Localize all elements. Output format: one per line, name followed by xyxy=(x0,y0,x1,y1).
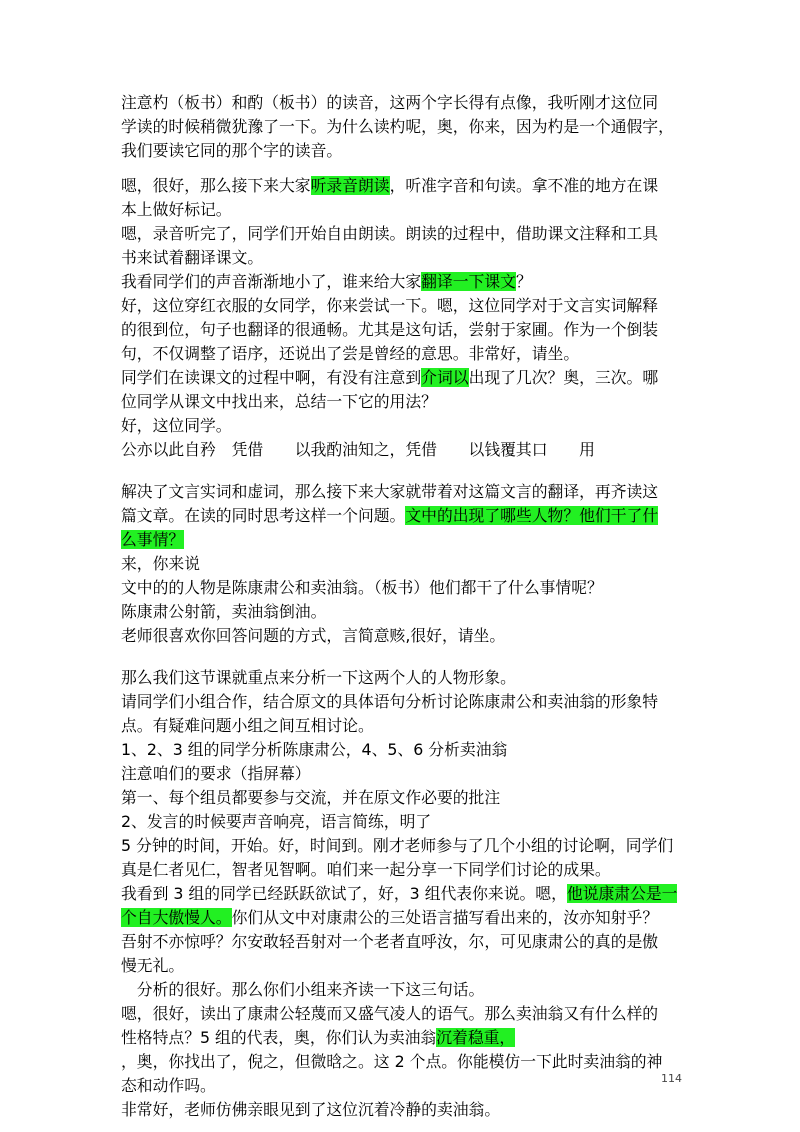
text-line: 那么我们这节课就重点来分析一下这两个人的人物形象。 xyxy=(121,668,516,687)
text-run: 我看到 3 组的同学已经跃跃欲试了，好，3 组代表你来说。嗯， xyxy=(121,884,567,903)
text-line: 位同学从课文中找出来，总结一下它的用法？ xyxy=(121,392,437,411)
text-run: 同学们在读课文的过程中啊，有没有注意到 xyxy=(121,368,422,387)
text-line xyxy=(121,367,658,389)
text-line: 老师很喜欢你回答问题的方式，言简意赅,很好，请坐。 xyxy=(121,626,506,645)
text-line: 注意杓（板书）和酌（板书）的读音，这两个字长得有点像，我听刚才这位同 xyxy=(121,93,659,112)
text-line: 文中的的人物是陈康肃公和卖油翁。（板书）他们都干了什么事情呢？ xyxy=(121,578,603,597)
text-line: 真是仁者见仁，智者见智啊。咱们来一起分享一下同学们讨论的成果。 xyxy=(121,860,611,879)
text-line: ，奥，你找出了，倪之，但微晗之。这 2 个点。你能模仿一下此时卖油翁的神 xyxy=(121,1052,663,1071)
text-run: 出现了几次？奥，三次。哪 xyxy=(468,368,659,387)
text-line: 学读的时候稍微犹豫了一下。为什么读杓呢，奥，你来，因为杓是一个通假字， xyxy=(121,117,674,136)
text-run: 性格特点？5 组的代表，奥，你们认为卖油翁 xyxy=(121,1028,437,1047)
highlighted-text: 他说康肃公是一 xyxy=(566,884,678,903)
text-line xyxy=(121,1027,515,1049)
text-line xyxy=(121,271,532,293)
text-line: 5 分钟的时间，开始。好，时间到。刚才老师参与了几个小组的讨论啊，同学们 xyxy=(121,836,674,855)
text-run: ？ xyxy=(515,272,532,291)
highlighted-text: 沉着稳重， xyxy=(436,1028,516,1047)
text-line: 注意咱们的要求（指屏幕） xyxy=(121,764,311,783)
text-line: 分析的很好。那么你们小组来齐读一下这三句话。 xyxy=(121,980,485,999)
text-line xyxy=(121,529,184,551)
text-line: 句，不仅调整了语序，还说出了尝是曾经的意思。非常好，请坐。 xyxy=(121,344,580,363)
text-line: 本上做好标记。 xyxy=(121,200,232,219)
text-line: 嗯，录音听完了，同学们开始自由朗读。朗读的过程中，借助课文注释和工具 xyxy=(121,224,659,243)
text-line: 请同学们小组合作，结合原文的具体语句分析讨论陈康肃公和卖油翁的形象特 xyxy=(121,692,659,711)
text-line: 陈康肃公射箭，卖油翁倒油。 xyxy=(121,602,327,621)
text-line: 解决了文言实词和虚词，那么接下来大家就带着对这篇文言的翻译，再齐读这 xyxy=(121,482,659,501)
text-run: 篇文章。在读的同时思考这样一个问题。 xyxy=(121,506,406,525)
text-line: 吾射不亦惊呼？尔安敢轻吾射对一个老者直呼汝，尔，可见康肃公的真的是傲 xyxy=(121,932,659,951)
text-line: 点。有疑难问题小组之间互相讨论。 xyxy=(121,716,374,735)
text-line: 的很到位，句子也翻译的很通畅。尤其是这句话，尝射于家圃。作为一个倒装 xyxy=(121,320,659,339)
text-line: 态和动作吗。 xyxy=(121,1076,216,1095)
text-line: 2、发言的时候要声音响亮，语言简练，明了 xyxy=(121,812,432,831)
text-line xyxy=(121,907,658,929)
highlighted-text: 个自大傲慢人。 xyxy=(121,908,232,927)
text-line: 非常好，老师仿佛亲眼见到了这位沉着冷静的卖油翁。 xyxy=(121,1100,501,1119)
text-line: 1、2、3 组的同学分析陈康肃公，4、5、6 分析卖油翁 xyxy=(121,740,508,759)
text-line: 书来试着翻译课文。 xyxy=(121,248,264,267)
text-line xyxy=(121,883,677,905)
text-line: 好，这位穿红衣服的女同学，你来尝试一下。嗯，这位同学对于文言实词解释 xyxy=(121,296,659,315)
text-line: 公亦以此自矜 凭借 以我酌油知之，凭借 以钱覆其口 用 xyxy=(121,440,595,459)
text-run: ，听准字音和句读。拿不准的地方在课 xyxy=(389,176,659,195)
text-line: 来，你来说 xyxy=(121,554,200,573)
text-line xyxy=(121,175,658,197)
text-line xyxy=(121,505,658,527)
highlighted-text: 翻译一下课文 xyxy=(421,272,516,291)
text-line: 我们要读它同的那个字的读音。 xyxy=(121,141,343,160)
page-number: 114 xyxy=(661,1072,682,1085)
highlighted-text: 听录音朗读 xyxy=(310,176,390,195)
text-line: 慢无礼。 xyxy=(121,956,185,975)
highlighted-text: 介词以 xyxy=(421,368,469,387)
text-line: 嗯，很好，读出了康肃公轻蔑而又盛气凌人的语气。那么卖油翁又有什么样的 xyxy=(121,1004,659,1023)
text-line: 第一、每个组员都要参与交流，并在原文作必要的批注 xyxy=(121,788,501,807)
text-run: 你们从文中对康肃公的三处语言描写看出来的，汝亦知射乎？ xyxy=(231,908,659,927)
highlighted-text: 文中的出现了哪些人物？他们干了什 xyxy=(405,506,659,525)
highlighted-text: 么事情？ xyxy=(121,530,185,549)
text-run: 我看同学们的声音渐渐地小了，谁来给大家 xyxy=(121,272,422,291)
text-run: 嗯，很好，那么接下来大家 xyxy=(121,176,311,195)
text-line: 好，这位同学。 xyxy=(121,416,232,435)
